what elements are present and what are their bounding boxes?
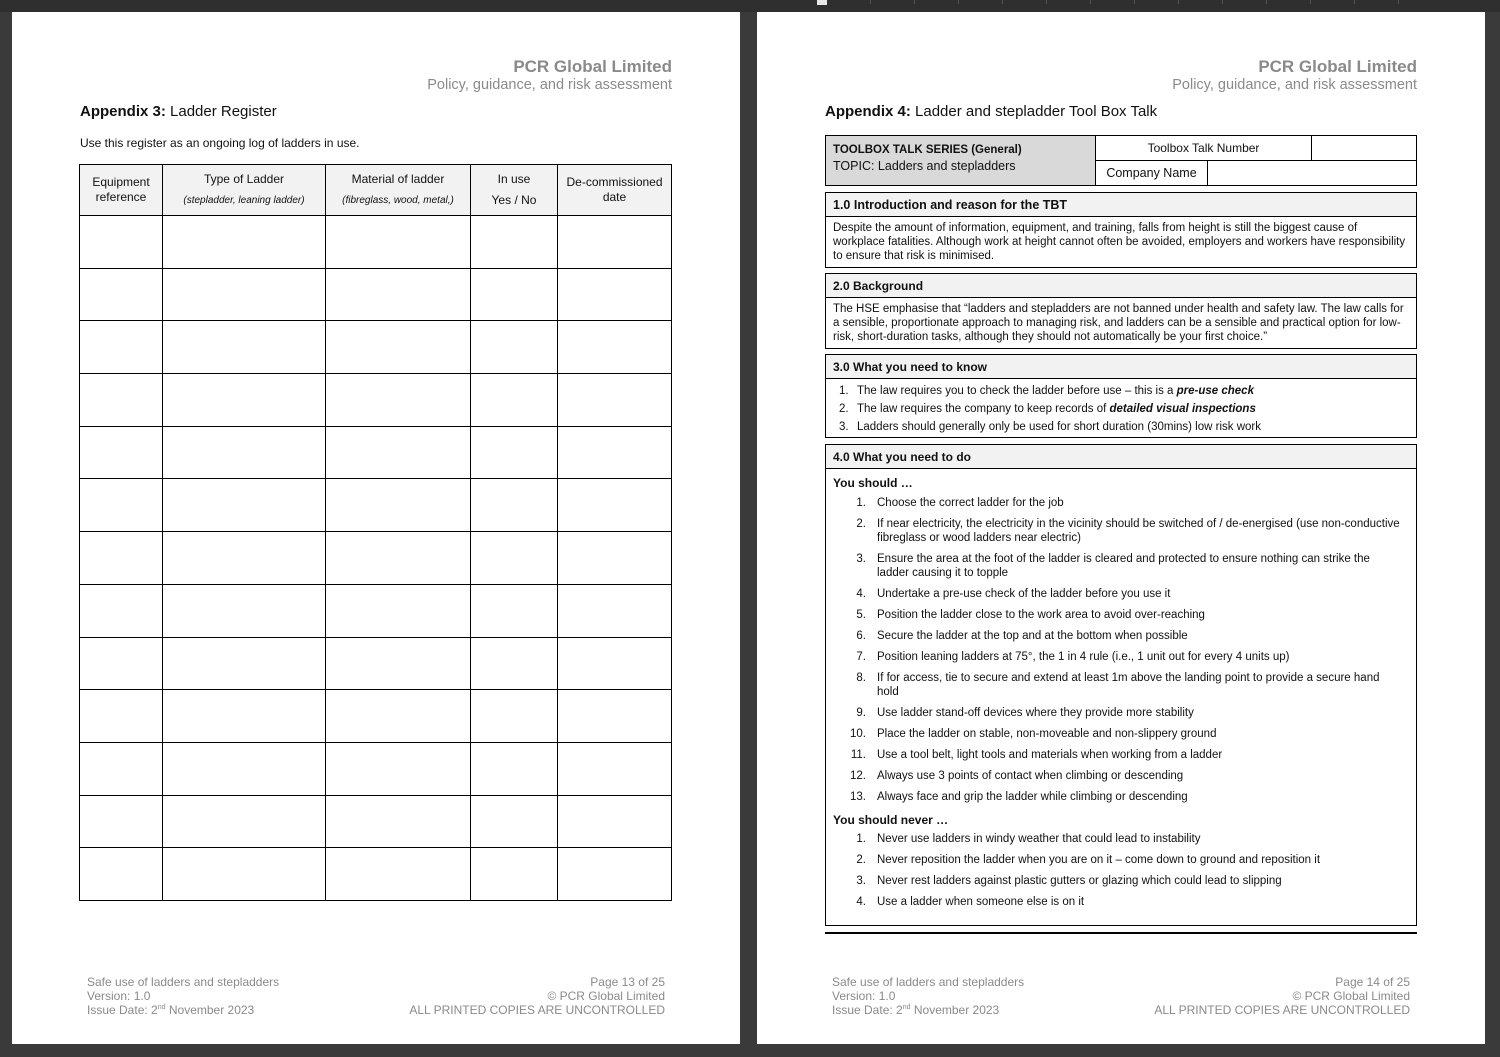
col-material-of-ladder: Material of ladder (fibreglass, wood, metal,) [326, 165, 471, 216]
register-cell[interactable] [163, 584, 326, 637]
talk-number-field[interactable] [1312, 136, 1416, 161]
toolbar-tick [1002, 0, 1003, 4]
section-what-you-need-to-know [825, 354, 1417, 438]
know-list [826, 379, 1416, 438]
list-item [826, 850, 1409, 871]
item-number: 12. [850, 770, 866, 782]
section-introduction [825, 192, 1417, 268]
register-cell[interactable] [471, 742, 558, 795]
toolbar-tick [1354, 0, 1355, 4]
register-cell[interactable] [558, 321, 672, 374]
ladder-register-table [79, 164, 672, 901]
header-subtitle: Policy, guidance, and risk assessment [427, 77, 672, 93]
item-text: If near electricity, the electricity in the vicinity should be switched of / de-energised (use non-conductive fibreglass or wood ladders near electric) [877, 518, 1400, 544]
footer-right [1154, 975, 1410, 1017]
company-name-field[interactable] [1208, 161, 1416, 185]
list-item [826, 626, 1409, 647]
register-cell[interactable] [326, 216, 471, 269]
item-text: Undertake a pre-use check of the ladder before you use it [877, 588, 1171, 600]
table-row [80, 426, 672, 479]
toolbar-tick [1222, 0, 1223, 4]
company-name-label: Company Name [1096, 161, 1208, 185]
register-cell[interactable] [80, 584, 163, 637]
register-cell[interactable] [163, 637, 326, 690]
never-list [826, 829, 1416, 913]
register-cell[interactable] [326, 268, 471, 321]
footer-issue-date: Issue Date: 2nd November 2023 [832, 1003, 1000, 1017]
section-end-rule [825, 932, 1417, 934]
toolbox-series: TOOLBOX TALK SERIES (General) [833, 144, 1022, 156]
list-item [826, 584, 1409, 605]
header-company: PCR Global Limited [513, 57, 672, 76]
toolbar-tick [1134, 0, 1135, 4]
toolbox-talk-header [825, 135, 1417, 186]
item-text: Always face and grip the ladder while climbing or descending [877, 791, 1188, 803]
table-row [80, 268, 672, 321]
footer-issue-date: Issue Date: 2nd November 2023 [87, 1003, 255, 1017]
list-item [826, 892, 1409, 913]
register-cell[interactable] [80, 532, 163, 585]
register-cell[interactable] [471, 690, 558, 743]
table-row [80, 637, 672, 690]
toolbox-series-cell [826, 136, 1096, 185]
footer-uncontrolled: ALL PRINTED COPIES ARE UNCONTROLLED [1154, 1003, 1410, 1017]
list-item [826, 745, 1409, 766]
register-cell[interactable] [326, 374, 471, 427]
table-row [80, 690, 672, 743]
register-cell[interactable] [163, 742, 326, 795]
item-text: Position leaning ladders at 75°, the 1 in 4 rule (i.e., 1 unit out for every 4 units up) [877, 651, 1290, 663]
item-number: 3. [856, 875, 866, 887]
item-text: Always use 3 points of contact when climbing or descending [877, 770, 1184, 782]
header-subtitle: Policy, guidance, and risk assessment [1172, 77, 1417, 93]
footer-left [832, 975, 1024, 1017]
list-item [826, 766, 1409, 787]
register-cell[interactable] [471, 216, 558, 269]
list-item: 2. The law requires the company to keep records of detailed visual inspections [839, 403, 1256, 415]
section-heading: 3.0 What you need to know [826, 355, 1416, 379]
register-cell[interactable] [163, 532, 326, 585]
page-13 [12, 12, 740, 1044]
item-text: Place the ladder on stable, non-moveable and non-slippery ground [877, 728, 1217, 740]
register-cell[interactable] [558, 532, 672, 585]
register-cell[interactable] [163, 268, 326, 321]
register-cell[interactable] [163, 479, 326, 532]
register-cell[interactable] [326, 426, 471, 479]
register-cell[interactable] [326, 479, 471, 532]
register-cell[interactable] [471, 637, 558, 690]
table-row [80, 374, 672, 427]
item-text: Secure the ladder at the top and at the bottom when possible [877, 630, 1188, 642]
register-cell[interactable] [471, 426, 558, 479]
toolbar-tick [1310, 0, 1311, 4]
item-number: 1. [856, 497, 866, 509]
register-cell[interactable] [471, 795, 558, 848]
toolbar-tick [1266, 0, 1267, 4]
table-row [80, 742, 672, 795]
appendix-label: Appendix 3: [80, 103, 166, 120]
register-cell[interactable] [326, 321, 471, 374]
register-cell[interactable] [471, 848, 558, 901]
footer-doc-title: Safe use of ladders and stepladders [87, 975, 280, 989]
table-row [80, 795, 672, 848]
table-row [80, 479, 672, 532]
register-cell[interactable] [471, 479, 558, 532]
col-decommissioned-date: De-commissioned date [558, 165, 672, 216]
item-text: Use a ladder when someone else is on it [877, 896, 1085, 908]
register-cell[interactable] [163, 795, 326, 848]
register-cell[interactable] [80, 268, 163, 321]
register-cell[interactable] [80, 795, 163, 848]
table-row [80, 216, 672, 269]
section-body: The HSE emphasise that “ladders and stepladders are not banned under health and safety law. The law calls for a sensible, proportionate approach to managing risk, and ladders can be a sensible and practical option for low-risk, short-duration tasks, although they should not automatically be your first choice.” [833, 303, 1404, 343]
section-background [825, 273, 1417, 349]
footer-page-number: Page 14 of 25 [1335, 975, 1410, 989]
table-header-row [80, 165, 672, 216]
footer-version: Version: 1.0 [87, 989, 151, 1003]
register-cell[interactable] [80, 479, 163, 532]
register-cell[interactable] [80, 374, 163, 427]
item-number: 13. [850, 791, 866, 803]
footer-copyright: © PCR Global Limited [547, 989, 665, 1003]
register-cell[interactable] [80, 321, 163, 374]
item-number: 8. [856, 672, 866, 684]
register-cell[interactable] [80, 426, 163, 479]
item-number: 6. [856, 630, 866, 642]
register-cell[interactable] [80, 690, 163, 743]
page-position-marker[interactable] [817, 0, 827, 5]
toolbar-tick [914, 0, 915, 4]
appendix-name: Ladder Register [165, 103, 277, 120]
register-cell[interactable] [326, 795, 471, 848]
table-row [80, 584, 672, 637]
list-item [826, 724, 1409, 745]
section-heading: 4.0 What you need to do [826, 445, 1416, 469]
list-item [826, 829, 1409, 850]
register-cell[interactable] [80, 742, 163, 795]
talk-number-label: Toolbox Talk Number [1096, 136, 1312, 161]
item-number: 3. [856, 553, 866, 565]
register-cell[interactable] [558, 216, 672, 269]
register-cell[interactable] [558, 479, 672, 532]
list-item [826, 647, 1409, 668]
item-text: Ensure the area at the foot of the ladder is cleared and protected to ensure nothing can strike the ladder causing it to topple [877, 553, 1370, 579]
item-number: 2. [856, 518, 866, 530]
register-cell[interactable] [471, 532, 558, 585]
register-cell[interactable] [326, 532, 471, 585]
item-number: 4. [856, 588, 866, 600]
list-item [826, 493, 1409, 514]
register-cell[interactable] [558, 848, 672, 901]
item-text: Use ladder stand-off devices where they provide more stability [877, 707, 1194, 719]
table-row [80, 321, 672, 374]
list-item: 3. Ladders should generally only be used for short duration (30mins) low risk work [839, 421, 1261, 433]
register-cell[interactable] [558, 268, 672, 321]
register-cell[interactable] [326, 584, 471, 637]
register-cell[interactable] [471, 374, 558, 427]
item-text: Use a tool belt, light tools and materials when working from a ladder [877, 749, 1223, 761]
item-text: Never rest ladders against plastic gutters or glazing which could lead to slipping [877, 875, 1282, 887]
list-item [826, 514, 1409, 549]
register-cell[interactable] [558, 374, 672, 427]
register-cell[interactable] [163, 216, 326, 269]
section-heading: 1.0 Introduction and reason for the TBT [826, 193, 1416, 217]
footer-page-number: Page 13 of 25 [590, 975, 665, 989]
footer-copyright: © PCR Global Limited [1292, 989, 1410, 1003]
header-company: PCR Global Limited [1258, 57, 1417, 76]
item-number: 9. [856, 707, 866, 719]
appendix-3-title [80, 103, 277, 120]
toolbar-tick [958, 0, 959, 4]
section-what-you-need-to-do [825, 444, 1417, 926]
item-text: Choose the correct ladder for the job [877, 497, 1064, 509]
footer-version: Version: 1.0 [832, 989, 896, 1003]
list-item [826, 549, 1409, 584]
footer-left [87, 975, 279, 1017]
toolbar-tick [1398, 0, 1399, 4]
should-list [826, 493, 1416, 808]
register-cell[interactable] [471, 321, 558, 374]
item-number: 1. [856, 833, 866, 845]
list-item [826, 605, 1409, 626]
item-text: Never reposition the ladder when you are on it – come down to ground and reposition it [877, 854, 1321, 866]
register-cell[interactable] [80, 637, 163, 690]
toolbar-tick [1090, 0, 1091, 4]
table-row [80, 848, 672, 901]
register-cell[interactable] [558, 795, 672, 848]
toolbar-tick [1046, 0, 1047, 4]
col-equipment-reference: Equipment reference [80, 165, 163, 216]
item-number: 7. [856, 651, 866, 663]
item-number: 2. [856, 854, 866, 866]
footer-doc-title: Safe use of ladders and stepladders [832, 975, 1025, 989]
item-number: 5. [856, 609, 866, 621]
viewer-toolbar [0, 0, 1500, 12]
appendix-4-title [825, 103, 1157, 120]
col-type-of-ladder: Type of Ladder (stepladder, leaning ladder) [163, 165, 326, 216]
toolbox-topic: TOPIC: Ladders and stepladders [833, 159, 1016, 173]
list-item [826, 703, 1409, 724]
you-should-label: You should … [833, 476, 913, 490]
table-row [80, 532, 672, 585]
register-cell[interactable] [326, 742, 471, 795]
register-cell[interactable] [326, 848, 471, 901]
register-cell[interactable] [558, 690, 672, 743]
section-body: Despite the amount of information, equipment, and training, falls from height is still the biggest cause of workplace fatalities. Although work at height cannot often be avoided, employers and workers have responsibility to ensure that risk is minimised. [833, 222, 1406, 262]
item-number: 10. [850, 728, 866, 740]
register-cell[interactable] [163, 690, 326, 743]
register-intro: Use this register as an ongoing log of ladders in use. [80, 136, 360, 150]
list-item [826, 787, 1409, 808]
item-number: 4. [856, 896, 866, 908]
register-cell[interactable] [558, 426, 672, 479]
footer-uncontrolled: ALL PRINTED COPIES ARE UNCONTROLLED [409, 1003, 665, 1017]
register-cell[interactable] [163, 321, 326, 374]
toolbar-tick [870, 0, 871, 4]
register-cell[interactable] [80, 848, 163, 901]
register-cell[interactable] [471, 584, 558, 637]
register-cell[interactable] [163, 426, 326, 479]
register-cell[interactable] [558, 637, 672, 690]
register-cell[interactable] [163, 848, 326, 901]
item-number: 11. [850, 749, 866, 761]
col-in-use: In use Yes / No [471, 165, 558, 216]
appendix-label: Appendix 4: [825, 103, 911, 120]
you-should-never-label: You should never … [833, 813, 949, 827]
register-cell[interactable] [80, 216, 163, 269]
list-item [826, 871, 1409, 892]
register-cell[interactable] [471, 268, 558, 321]
item-text: Never use ladders in windy weather that could lead to instability [877, 833, 1201, 845]
list-item [826, 668, 1409, 703]
page-14 [757, 12, 1485, 1044]
register-cell[interactable] [163, 374, 326, 427]
footer-right [409, 975, 665, 1017]
register-cell[interactable] [558, 742, 672, 795]
appendix-name: Ladder and stepladder Tool Box Talk [910, 103, 1158, 120]
register-cell[interactable] [326, 690, 471, 743]
list-item: 1. The law requires you to check the ladder before use – this is a pre-use check [839, 385, 1254, 397]
section-heading: 2.0 Background [826, 274, 1416, 298]
register-cell[interactable] [326, 637, 471, 690]
register-cell[interactable] [558, 584, 672, 637]
item-text: If for access, tie to secure and extend at least 1m above the landing point to provide a secure hand hold [877, 672, 1380, 698]
toolbar-tick [1178, 0, 1179, 4]
item-text: Position the ladder close to the work area to avoid over-reaching [877, 609, 1205, 621]
